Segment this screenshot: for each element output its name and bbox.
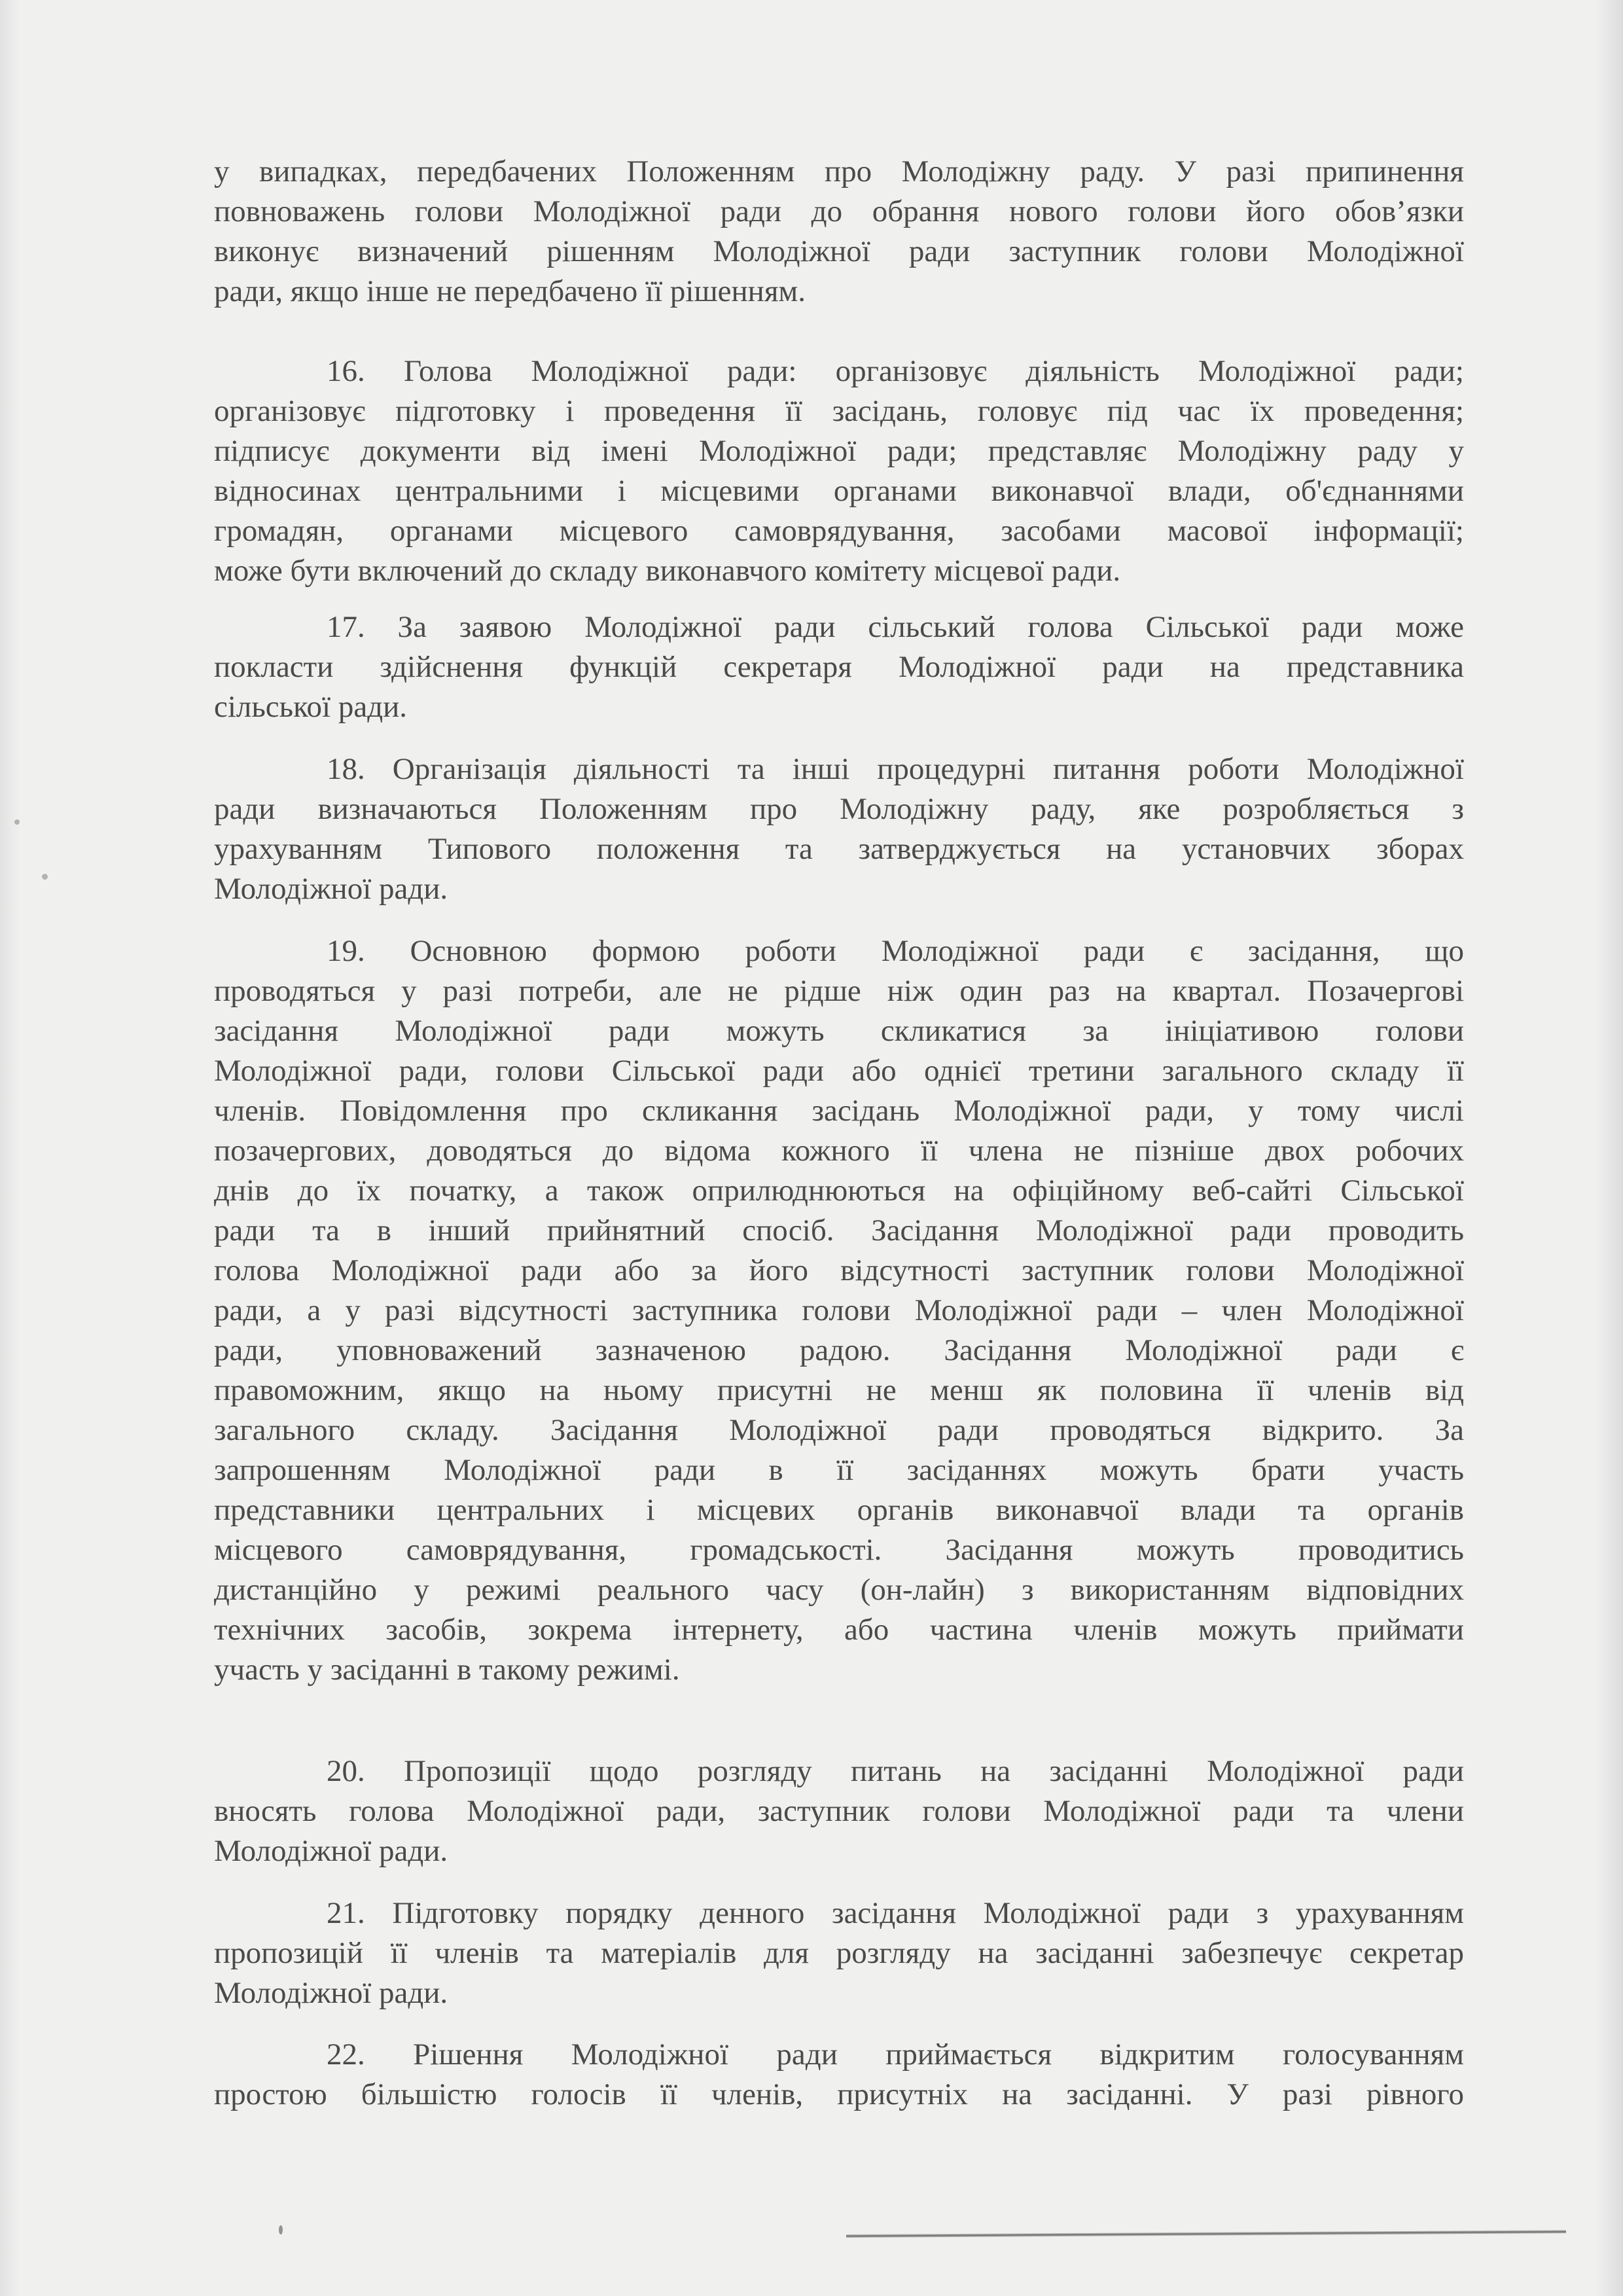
paragraph-p21	[214, 1893, 1464, 2013]
text-line: 21. Підготовку порядку денного засідання Молодіжної ради з урахуванням	[327, 1896, 1464, 1930]
text-line: представники центральних і місцевих органів виконавчої влади та органів	[214, 1493, 1464, 1527]
scan-edge-left	[0, 0, 20, 2296]
text-line: виконує визначений рішенням Молодіжної ради заступник голови Молодіжної	[214, 234, 1464, 268]
text-line: може бути включений до складу виконавчого комітету місцевої ради.	[214, 554, 1121, 588]
text-line: ради, якщо інше не передбачено її рішенням.	[214, 274, 806, 308]
text-line: загального складу. Засідання Молодіжної ради проводяться відкрито. За	[214, 1413, 1464, 1447]
text-line: 19. Основною формою роботи Молодіжної ради є засідання, що	[327, 934, 1464, 968]
text-line: участь у засіданні в такому режимі.	[214, 1653, 680, 1687]
text-line: громадян, органами місцевого самоврядування, засобами масової інформації;	[214, 514, 1464, 548]
text-line: підписує документи від імені Молодіжної ради; представляє Молодіжну раду у	[214, 434, 1464, 468]
text-line: організовує підготовку і проведення її засідань, головує під час їх проведення;	[214, 394, 1464, 428]
text-line: ради та в інший прийнятний спосіб. Засідання Молодіжної ради проводить	[214, 1213, 1464, 1247]
scan-speck	[279, 2225, 283, 2234]
paragraph-p16	[214, 351, 1464, 591]
text-line: простою більшістю голосів її членів, присутніх на засіданні. У разі рівного	[214, 2077, 1464, 2111]
text-line: пропозицій її членів та матеріалів для розгляду на засіданні забезпечує секретар	[214, 1936, 1464, 1970]
text-line: членів. Повідомлення про скликання засідань Молодіжної ради, у тому числі	[214, 1094, 1464, 1128]
text-line: засідання Молодіжної ради можуть скликатися за ініціативою голови	[214, 1014, 1464, 1048]
text-line: технічних засобів, зокрема інтернету, або частина членів можуть приймати	[214, 1613, 1464, 1647]
scan-speck	[42, 874, 48, 880]
text-line: запрошенням Молодіжної ради в її засіданнях можуть брати участь	[214, 1453, 1464, 1487]
text-line: Молодіжної ради.	[214, 1976, 448, 2010]
paragraph-p0	[214, 152, 1464, 312]
text-line: проводяться у разі потреби, але не рідше ніж один раз на квартал. Позачергові	[214, 974, 1464, 1008]
text-line: 22. Рішення Молодіжної ради приймається відкритим голосуванням	[327, 2037, 1464, 2072]
footer-rule	[846, 2230, 1566, 2238]
text-line: 17. За заявою Молодіжної ради сільський голова Сільської ради може	[327, 610, 1464, 644]
text-line: дистанційно у режимі реального часу (он-лайн) з використанням відповідних	[214, 1573, 1464, 1607]
text-line: правоможним, якщо на ньому присутні не менш як половина її членів від	[214, 1373, 1464, 1407]
paragraph-p18	[214, 749, 1464, 909]
text-line: сільської ради.	[214, 690, 408, 724]
text-line: 18. Організація діяльності та інші процедурні питання роботи Молодіжної	[327, 752, 1464, 786]
text-line: 20. Пропозиції щодо розгляду питань на засіданні Молодіжної ради	[327, 1754, 1464, 1788]
text-line: ради, уповноважений зазначеною радою. Засідання Молодіжної ради є	[214, 1333, 1464, 1367]
text-line: повноважень голови Молодіжної ради до обрання нового голови його обов’язки	[214, 194, 1464, 228]
paragraph-p20	[214, 1751, 1464, 1871]
scan-edge-right	[1597, 0, 1623, 2296]
text-line: урахуванням Типового положення та затверджується на установчих зборах	[214, 832, 1464, 866]
text-line: позачергових, доводяться до відома кожного її члена не пізніше двох робочих	[214, 1134, 1464, 1168]
text-line: Молодіжної ради, голови Сільської ради або однієї третини загального складу її	[214, 1054, 1464, 1088]
text-line: ради визначаються Положенням про Молодіжну раду, яке розробляється з	[214, 792, 1464, 826]
scan-speck	[14, 819, 20, 825]
text-line: місцевого самоврядування, громадськості. Засідання можуть проводитись	[214, 1533, 1464, 1567]
text-line: Молодіжної ради.	[214, 872, 448, 906]
paragraph-p22	[214, 2035, 1464, 2115]
text-line: відносинах центральними і місцевими органами виконавчої влади, об'єднаннями	[214, 474, 1464, 508]
paragraph-p19	[214, 931, 1464, 1690]
text-line: 16. Голова Молодіжної ради: організовує діяльність Молодіжної ради;	[327, 354, 1464, 388]
text-line: ради, а у разі відсутності заступника голови Молодіжної ради – член Молодіжної	[214, 1293, 1464, 1327]
paragraph-p17	[214, 607, 1464, 727]
text-line: покласти здійснення функцій секретаря Молодіжної ради на представника	[214, 650, 1464, 684]
text-line: днів до їх початку, а також оприлюднюються на офіційному веб-сайті Сільської	[214, 1174, 1464, 1208]
text-line: Молодіжної ради.	[214, 1834, 448, 1868]
text-line: вносять голова Молодіжної ради, заступник голови Молодіжної ради та члени	[214, 1794, 1464, 1828]
text-line: голова Молодіжної ради або за його відсутності заступник голови Молодіжної	[214, 1253, 1464, 1287]
text-line: у випадках, передбачених Положенням про Молодіжну раду. У разі припинення	[214, 154, 1464, 188]
